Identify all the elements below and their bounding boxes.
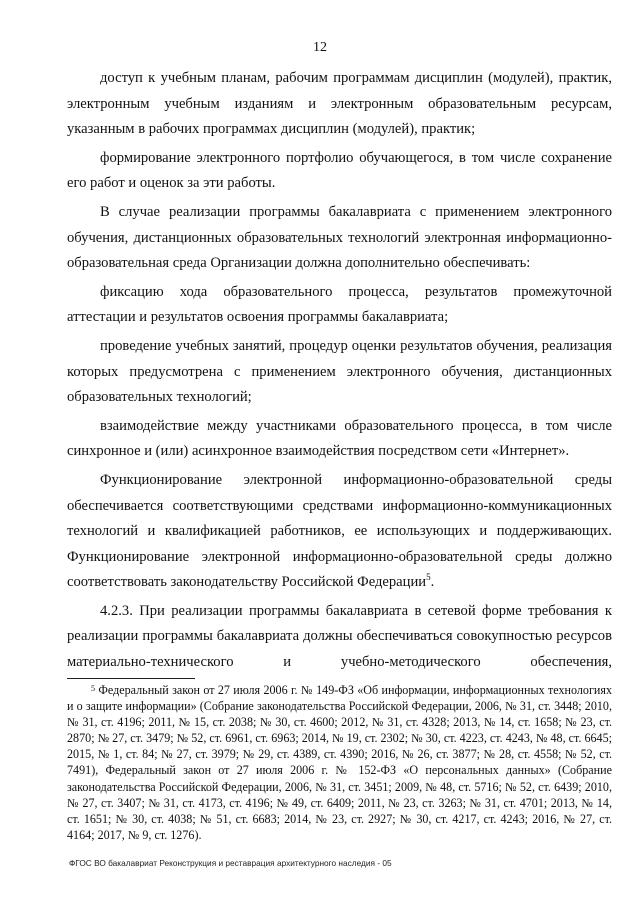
footnote	[67, 682, 612, 843]
paragraph-portfolio: формирование электронного портфолио обучающегося, в том числе сохранение его работ и оценок за эти работы.	[67, 149, 612, 192]
paragraph-network-form: 4.2.3. При реализации программы бакалавриата в сетевой форме требования к реализации программы бакалавриата должны обеспечиваться совокупностью ресурсов материально-технического и учебно-методического обеспечения,	[67, 602, 612, 671]
footnote-text: Федеральный закон от 27 июля 2006 г. № 149-ФЗ «Об информации, информационных технологиях и о защите информации» (Собрание законодательства Российской Федерации, 2006, № 31, ст. 3448; 2010, № 31, ст. 4196; 2011, № 15, ст. 2038; № 30, ст. 4600; 2012, № 31, ст. 4328; 2013, № 14, ст. 1658; № 23, ст. 2870; № 27, ст. 3479; № 52, ст. 6961, ст. 6963; 2014, № 19, ст. 2302; № 30, ст. 4223, ст. 4243, № 48, ст. 6645; 2015, № 1, ст. 84; № 27, ст. 3979; № 29, ст. 4389, ст. 4390; 2016, № 26, ст. 3877; № 28, ст. 4558; № 52, ст. 7491), Федеральный закон от 27 июля 2006 г. № 152-ФЗ «О персональных данных» (Собрание законодательства Российской Федерации, 2006, № 31, ст. 3451; 2009, № 48, ст. 5716; № 52, ст. 6439; 2010, № 27, ст. 3407; № 31, ст. 4173, ст. 4196; № 49, ст. 6409; 2011, № 23, ст. 3263; № 31, ст. 4701; 2013, № 14, ст. 1651; № 30, ст. 4038; № 51, ст. 6683; 2014, № 23, ст. 2927; № 30, ст. 4217, ст. 4243; 2016, № 27, ст. 4164; 2017, № 9, ст. 1276).	[67, 683, 612, 842]
page-footer: ФГОС ВО бакалавриат Реконструкция и реставрация архитектурного наследия - 05	[69, 858, 392, 868]
paragraph-functioning-text: Функционирование электронной информационно-образовательной среды обеспечивается соответствующими средствами информационно-коммуникационных технологий и квалификацией работников, ее использующих и поддерживающих. Функционирование электронной информационно-образовательной среды должно соответствовать законодательству Российской Федерации	[67, 471, 612, 591]
footnote-mark: 5	[91, 684, 95, 693]
main-text	[67, 66, 612, 676]
footnote-separator	[67, 678, 195, 679]
paragraph-elearning: В случае реализации программы бакалавриата с применением электронного обучения, дистанционных образовательных технологий электронная информационно-образовательная среда Организации должна дополнительно обеспечивать:	[67, 203, 612, 272]
paragraph-fixation: фиксацию хода образовательного процесса, результатов промежуточной аттестации и результатов освоения программы бакалавриата;	[67, 283, 612, 326]
footnote-reference[interactable]: 5	[426, 572, 431, 583]
paragraph-interaction: взаимодействие между участниками образовательного процесса, в том числе синхронное и (или) асинхронное взаимодействия посредством сети «Интернет».	[67, 417, 612, 460]
page-number: 12	[313, 40, 327, 55]
paragraph-access: доступ к учебным планам, рабочим программам дисциплин (модулей), практик, электронным учебным изданиям и электронным образовательным ресурсам, указанным в рабочих программах дисциплин (модулей), практик;	[67, 70, 612, 138]
paragraph-functioning	[67, 468, 612, 596]
paragraph-classes: проведение учебных занятий, процедур оценки результатов обучения, реализация которых предусмотрена с применением электронного обучения, дистанционных образовательных технологий;	[67, 337, 612, 406]
paragraph-functioning-tail: .	[430, 574, 435, 591]
